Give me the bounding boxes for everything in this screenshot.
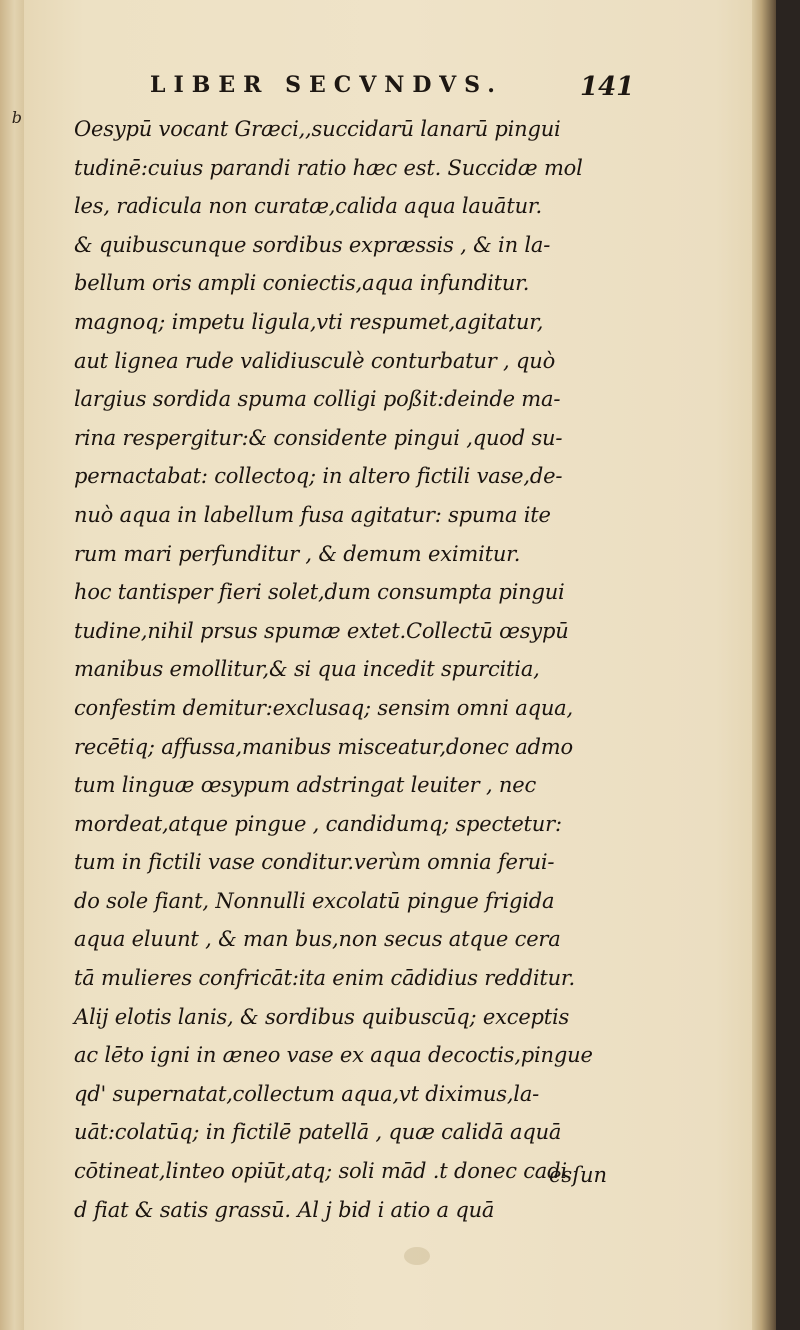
text-line: tum in fictili vase conditur.verùm omnia ferui- xyxy=(74,850,555,875)
text-line: aut lignea rude validiusculè conturbatur , quò xyxy=(74,348,556,373)
text-line: tum linguæ œsypum adstringat leuiter , nec xyxy=(74,773,537,798)
text-line: confestim demitur:exclusaq; sensim omni aqua, xyxy=(74,695,573,720)
paper-stain xyxy=(404,1247,430,1265)
text-line: do sole fiant, Nonnulli excolatū pingue frigida xyxy=(74,888,555,913)
adjacent-page-strip xyxy=(0,0,25,1330)
text-line: rina respergitur:& considente pingui ,quod su- xyxy=(74,425,563,450)
text-line: bellum oris ampli coniectis,aqua infunditur. xyxy=(74,271,530,296)
catchword: esſun xyxy=(549,1163,608,1187)
running-title: LIBER SECVNDVS. xyxy=(150,72,503,98)
text-line: tudine,nihil prsus spumæ extet.Collectū œsypū xyxy=(74,618,569,643)
text-line: Alij elotis lanis, & sordibus quibuscūq; exceptis xyxy=(74,1004,570,1029)
text-line: hoc tantisper fieri solet,dum consumpta pingui xyxy=(74,580,565,605)
text-line: largius sordida spuma colligi poßit:deinde ma- xyxy=(74,387,561,412)
body-text xyxy=(74,110,634,1229)
text-line: uāt:colatūq; in fictilē patellā , quæ calidā aquā xyxy=(74,1120,562,1145)
text-line: magnoq; impetu ligula,vti respumet,agitatur, xyxy=(74,309,544,334)
text-line: Oesypū vocant Græci,,succidarū lanarū pingui xyxy=(74,117,561,141)
page-number: 141 xyxy=(580,72,635,102)
text-line: mordeat,atque pingue , candidumq; spectetur: xyxy=(74,811,562,836)
text-line: rum mari perfunditur , & demum eximitur. xyxy=(74,541,521,566)
text-line: les, radicula non curatæ,calida aqua lauātur. xyxy=(74,194,542,219)
text-line: & quibuscunque sordibus expræssis , & in la- xyxy=(74,232,551,257)
text-line: recētiq; affussa,manibus misceatur,donec admo xyxy=(74,734,573,759)
text-line: qd' supernatat,collectum aqua,vt diximus,la- xyxy=(74,1081,540,1106)
text-line: nuò aqua in labellum fusa agitatur: spuma ite xyxy=(74,502,551,527)
text-line: aqua eluunt , & man bus,non secus atque cera xyxy=(74,927,561,952)
book-page xyxy=(24,0,776,1330)
text-line: tā mulieres confricāt:ita enim cādidius redditur. xyxy=(74,966,575,991)
text-line: manibus emollitur,& si qua incedit spurcitia, xyxy=(74,657,540,682)
text-line: pernactabat: collectoq; in altero fictili vase,de- xyxy=(74,464,563,489)
text-line: ac lēto igni in æneo vase ex aqua decoctis,pingue xyxy=(74,1043,593,1068)
text-line: d fiat & satis grassū. Al j bid i atio a quā xyxy=(74,1197,495,1222)
page-edge-shadow xyxy=(752,0,776,1330)
text-line: cōtineat,linteo opiūt,atq; soli mād .t donec cadi xyxy=(74,1159,567,1184)
text-line: tudinē:cuius parandi ratio hæc est. Succidæ mol xyxy=(74,155,583,180)
margin-fragment: b xyxy=(11,108,22,127)
